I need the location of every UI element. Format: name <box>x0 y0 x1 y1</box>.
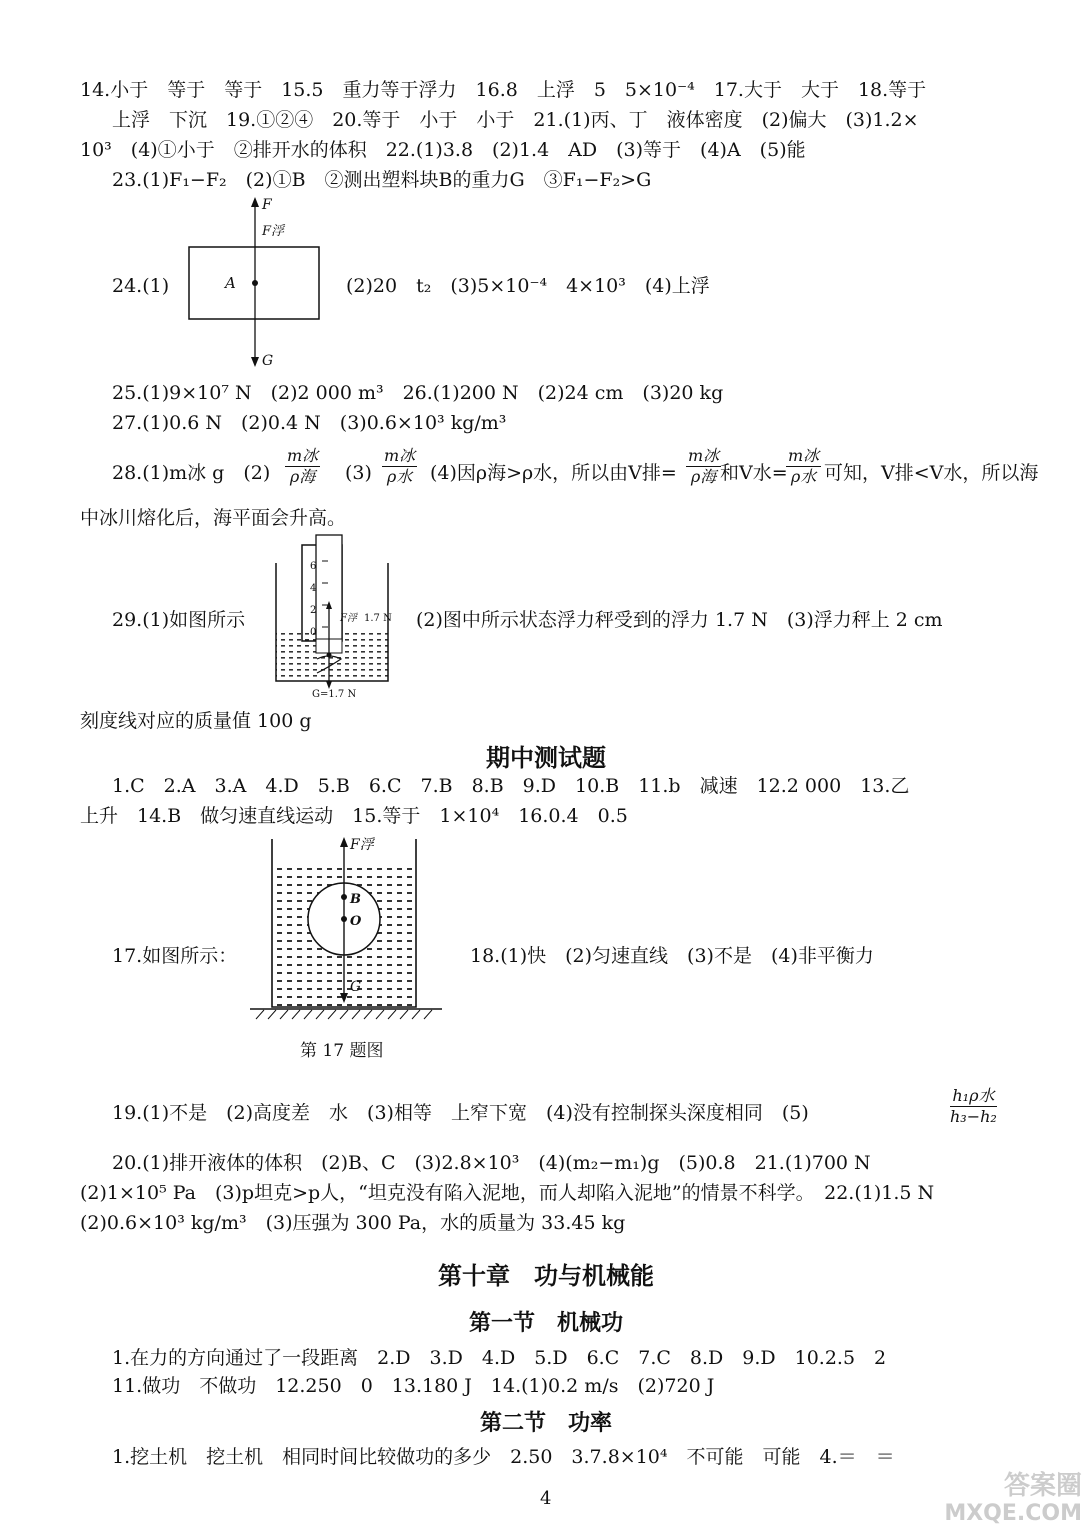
fig29-tick-0: 0 <box>310 627 317 638</box>
fig17-point-O <box>341 916 347 922</box>
midterm-22: (2)0.6×10³ kg/m³ (3)压强为 300 Pa，水的质量为 33.45 kg <box>80 1212 626 1234</box>
heading-section-2: 第二节 功率 <box>479 1411 612 1436</box>
fig17-ground-hatch <box>256 1010 432 1019</box>
answer-29-rest: (2)图中所示状态浮力秤受到的浮力 1.7 N (3)浮力秤上 2 cm <box>416 609 943 631</box>
fig29-tick-4: 4 <box>310 583 317 594</box>
answer-line-21-22: 10³ (4)①小于 ②排开水的体积 22.(1)3.8 (2)1.4 AD (3)等于 (4)A (5)能 <box>80 139 806 161</box>
fig29-label-F: F浮 <box>340 613 357 624</box>
fraction-denominator: ρ水 <box>790 467 817 486</box>
answer-line-18-21: 上浮 下沉 19.①②④ 20.等于 小于 小于 21.(1)丙、丁 液体密度 (2)偏大 (3)1.2× <box>112 109 919 131</box>
fraction-m-ice-rho-water-1 <box>382 446 417 487</box>
fraction-numerator: m冰 <box>688 446 720 465</box>
midterm-17-prefix: 17.如图所示： <box>112 945 238 967</box>
section2-line-1: 1.挖土机 挖土机 相同时间比较做功的多少 2.50 3.7.8×10⁴ 不可能 可能 4.＝ ＝ <box>112 1446 895 1468</box>
fraction-m-ice-rho-sea-2 <box>686 446 721 487</box>
fraction-denominator: ρ海 <box>690 467 717 486</box>
fraction-m-ice-rho-water-2 <box>786 446 821 487</box>
answer-29-prefix: 29.(1)如图所示 <box>112 609 246 631</box>
midterm-line-13-16: 上升 14.B 做匀速直线运动 15.等于 1×10⁴ 16.0.4 0.5 <box>80 805 628 827</box>
watermark-line1: 答案圈 <box>1003 1471 1082 1501</box>
fig17-label-B: B <box>350 892 361 907</box>
fig24-label-F: F <box>262 197 272 213</box>
answer-28-b: (3) <box>345 462 372 484</box>
fraction-denominator: ρ水 <box>386 467 413 486</box>
page-number: 4 <box>540 1488 552 1509</box>
fig17-caption: 第 17 题图 <box>300 1041 384 1061</box>
answer-line-27: 27.(1)0.6 N (2)0.4 N (3)0.6×10³ kg/m³ <box>112 412 507 434</box>
answer-24-prefix: 24.(1) <box>112 275 170 297</box>
midterm-18: 18.(1)快 (2)匀速直线 (3)不是 (4)非平衡力 <box>470 945 874 967</box>
section1-line-1: 1.在力的方向通过了一段距离 2.D 3.D 4.D 5.D 6.C 7.C 8.D 9.D 10.2.5 2 <box>112 1347 887 1369</box>
answer-line-23: 23.(1)F₁−F₂ (2)①B ②测出塑料块B的重力G ③F₁−F₂>G <box>112 169 652 191</box>
fraction-numerator: m冰 <box>788 446 820 465</box>
fig24-force-diagram <box>185 195 325 370</box>
fig17-label-G: G <box>350 979 362 995</box>
fraction-numerator: m冰 <box>384 446 416 465</box>
fig17-ball-in-water <box>246 833 446 1021</box>
fig17-label-O: O <box>350 914 362 929</box>
fraction-denominator: ρ海 <box>289 467 316 486</box>
fig24-arrow-down <box>251 357 259 367</box>
answer-line-25-26: 25.(1)9×10⁷ N (2)2 000 m³ 26.(1)200 N (2)24 cm (3)20 kg <box>112 382 724 404</box>
heading-midterm: 期中测试题 <box>486 744 606 772</box>
fig24-label-A: A <box>225 274 236 292</box>
fig24-label-G: G <box>262 353 274 369</box>
watermark-line2: MXQE.COM <box>944 1501 1082 1526</box>
fraction-h1rho-h3h2 <box>950 1086 997 1127</box>
answer-28-d: 和V水= <box>720 462 788 484</box>
answer-28-conclusion: 中冰川熔化后，海平面会升高。 <box>80 507 347 529</box>
midterm-19: 19.(1)不是 (2)高度差 水 (3)相等 上窄下宽 (4)没有控制探头深度相同 (5) <box>112 1102 809 1124</box>
fig24-label-Ffloat: F浮 <box>262 224 285 239</box>
answer-29-end: 刻度线对应的质量值 100 g <box>80 710 312 732</box>
fig24-center-dot <box>252 280 258 286</box>
midterm-20-21: 20.(1)排开液体的体积 (2)B、C (3)2.8×10³ (4)(m₂−m₁)g (5)0.8 21.(1)700 N <box>112 1152 871 1174</box>
answer-28-e: 可知，V排<V水，所以海 <box>824 462 1039 484</box>
answer-28-a: 28.(1)m冰 g (2) <box>112 462 271 484</box>
fig29-label-force: 1.7 N <box>364 613 392 624</box>
fig29-float-scale <box>272 535 398 700</box>
heading-section-1: 第一节 机械功 <box>468 1311 623 1336</box>
fraction-numerator: m冰 <box>287 446 319 465</box>
answer-24-rest: (2)20 t₂ (3)5×10⁻⁴ 4×10³ (4)上浮 <box>346 275 710 297</box>
fig17-point-B <box>341 894 347 900</box>
midterm-21-22: (2)1×10⁵ Pa (3)p坦克>p人，“坦克没有陷入泥地，而人却陷入泥地”的情景不科学。 22.(1)1.5 N <box>80 1182 935 1204</box>
fraction-denominator: h₃−h₂ <box>950 1107 997 1126</box>
fig17-label-F: F浮 <box>350 837 374 853</box>
fig24-arrow-up <box>251 197 259 207</box>
fig29-label-G: G=1.7 N <box>312 689 357 700</box>
midterm-line-1-13: 1.C 2.A 3.A 4.D 5.B 6.C 7.B 8.B 9.D 10.B 11.b 减速 12.2 000 13.乙 <box>112 775 910 797</box>
section1-line-2: 11.做功 不做功 12.250 0 13.180 J 14.(1)0.2 m/s (2)720 J <box>112 1375 715 1397</box>
watermark-logo <box>944 1472 1082 1528</box>
fraction-m-ice-rho-sea-1 <box>285 446 320 487</box>
fraction-numerator: h₁ρ水 <box>950 1086 997 1107</box>
answer-28-c: (4)因ρ海>ρ水，所以由V排= <box>430 462 677 484</box>
fig29-tick-2: 2 <box>310 605 317 616</box>
fig29-tick-6: 6 <box>310 561 317 572</box>
answer-line-14-18: 14.小于 等于 等于 15.5 重力等于浮力 16.8 上浮 5 5×10⁻⁴ 17.大于 大于 18.等于 <box>80 79 927 101</box>
heading-chapter-10: 第十章 功与机械能 <box>438 1262 654 1290</box>
